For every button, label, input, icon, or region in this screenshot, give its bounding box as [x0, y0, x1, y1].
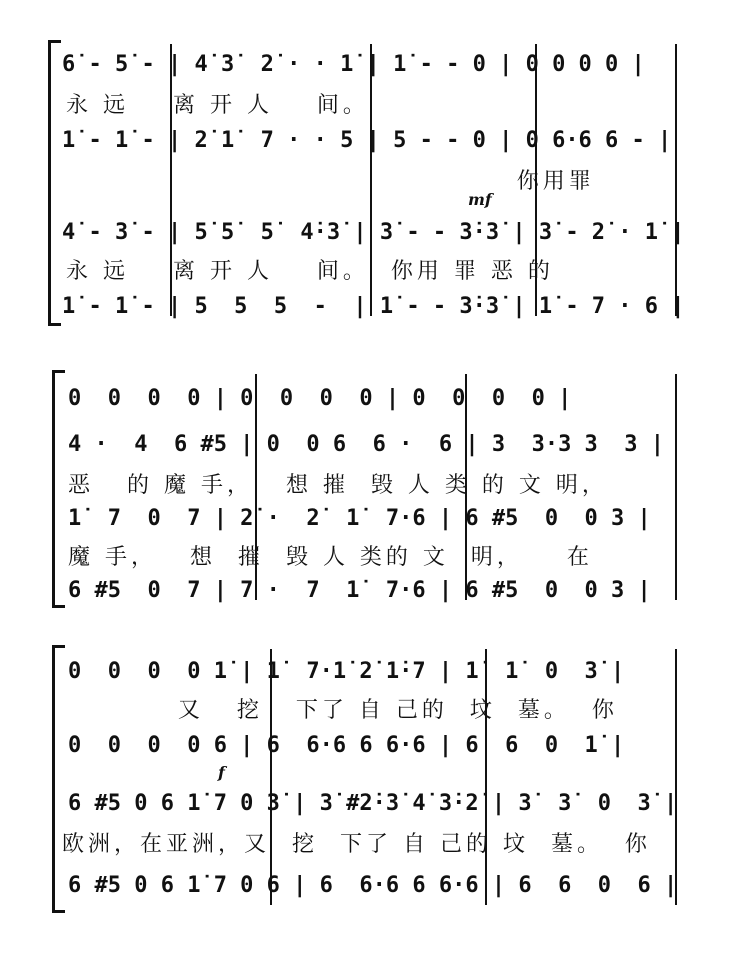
score-system-1 — [0, 40, 734, 330]
notation-row: 0 0 0 0 6 | 6 6·6 6 6·6 | 6 6 0 1̇ | — [68, 733, 625, 758]
notation-row: 1̇ - 1̇ - | 5 5 5 - | 1̇ - - 3̇·3̇ | 1̇ - 7 · 6 | — [62, 294, 685, 319]
notation-row: 1̇ - 1̇ - | 2̇ 1̇ 7 · · 5 | 5 - - 0 | 0 6·6 6 - | — [62, 128, 672, 153]
lyric-row: 永 远 离 开 人 间。 你用 罪 恶 的 — [66, 259, 554, 284]
barline — [675, 44, 677, 316]
barline — [485, 649, 487, 905]
lyric-row: 永 远 离 开 人 间。 — [66, 93, 369, 118]
lyric-row: 恶 的 魔 手， 想 摧 毁 人 类 的 文 明， — [68, 473, 608, 498]
notation-row: 4 · 4 6 #5 | 0 0 6 6 · 6 | 3 3·3 3 3 | — [68, 432, 665, 457]
lyric-row: 又 挖 下了 自 己的 坟 墓。 你 — [68, 698, 618, 723]
lyric-row: 魔 手， 想 摧 毁 人 类的 文 明， 在 — [68, 545, 593, 570]
notation-row: 4̇ - 3̇ - | 5̇ 5̇ 5̇ 4̇·3̇ | 3̇ - - 3̇·3̇ | 3̇ - 2̇ · 1̇ | — [62, 220, 685, 245]
system-brace — [52, 645, 65, 913]
notation-row: 1̇ 7 0 7 | 2̇ · 2̇ 1̇ 7·6 | 6 #5 0 0 3 | — [68, 506, 651, 531]
notation-row: 6 #5 0 6 1̇ 7 0 3̇ | 3̇ #2̇·3̇ 4̇ 3̇·2̇ | 3̇ 3̇ 0 3̇ | — [68, 791, 678, 816]
score-system-2 — [0, 370, 734, 610]
barline — [270, 649, 272, 905]
lyric-row: 你用罪 — [66, 169, 595, 194]
lyric-row: 欧洲，在亚洲，又 挖 下了 自 己的 坟 墓。 你 — [62, 832, 651, 857]
notation-row: 0 0 0 0 1̇ | 1̇ 7·1̇ 2̇ 1̇·7 | 1̇ 1̇ 0 3̇ | — [68, 659, 625, 684]
barline — [675, 374, 677, 600]
notation-row: 6̇ - 5̇ - | 4̇ 3̇ 2̇ · · 1̇ | 1̇ - - 0 | 0 0 0 0 | — [62, 52, 645, 77]
notation-row: 0 0 0 0 | 0 0 0 0 | 0 0 0 0 | — [68, 386, 572, 411]
system-brace — [48, 40, 61, 326]
barline — [675, 649, 677, 905]
score-system-3 — [0, 645, 734, 915]
dynamic-marking: mf — [468, 190, 492, 209]
notation-row: 6 #5 0 7 | 7 · 7 1̇ 7·6 | 6 #5 0 0 3 | — [68, 578, 651, 603]
system-brace — [52, 370, 65, 608]
dynamic-marking: f — [218, 763, 225, 782]
notation-row: 6 #5 0 6 1̇ 7 0 6 | 6 6·6 6 6·6 | 6 6 0 6 | — [68, 873, 678, 898]
